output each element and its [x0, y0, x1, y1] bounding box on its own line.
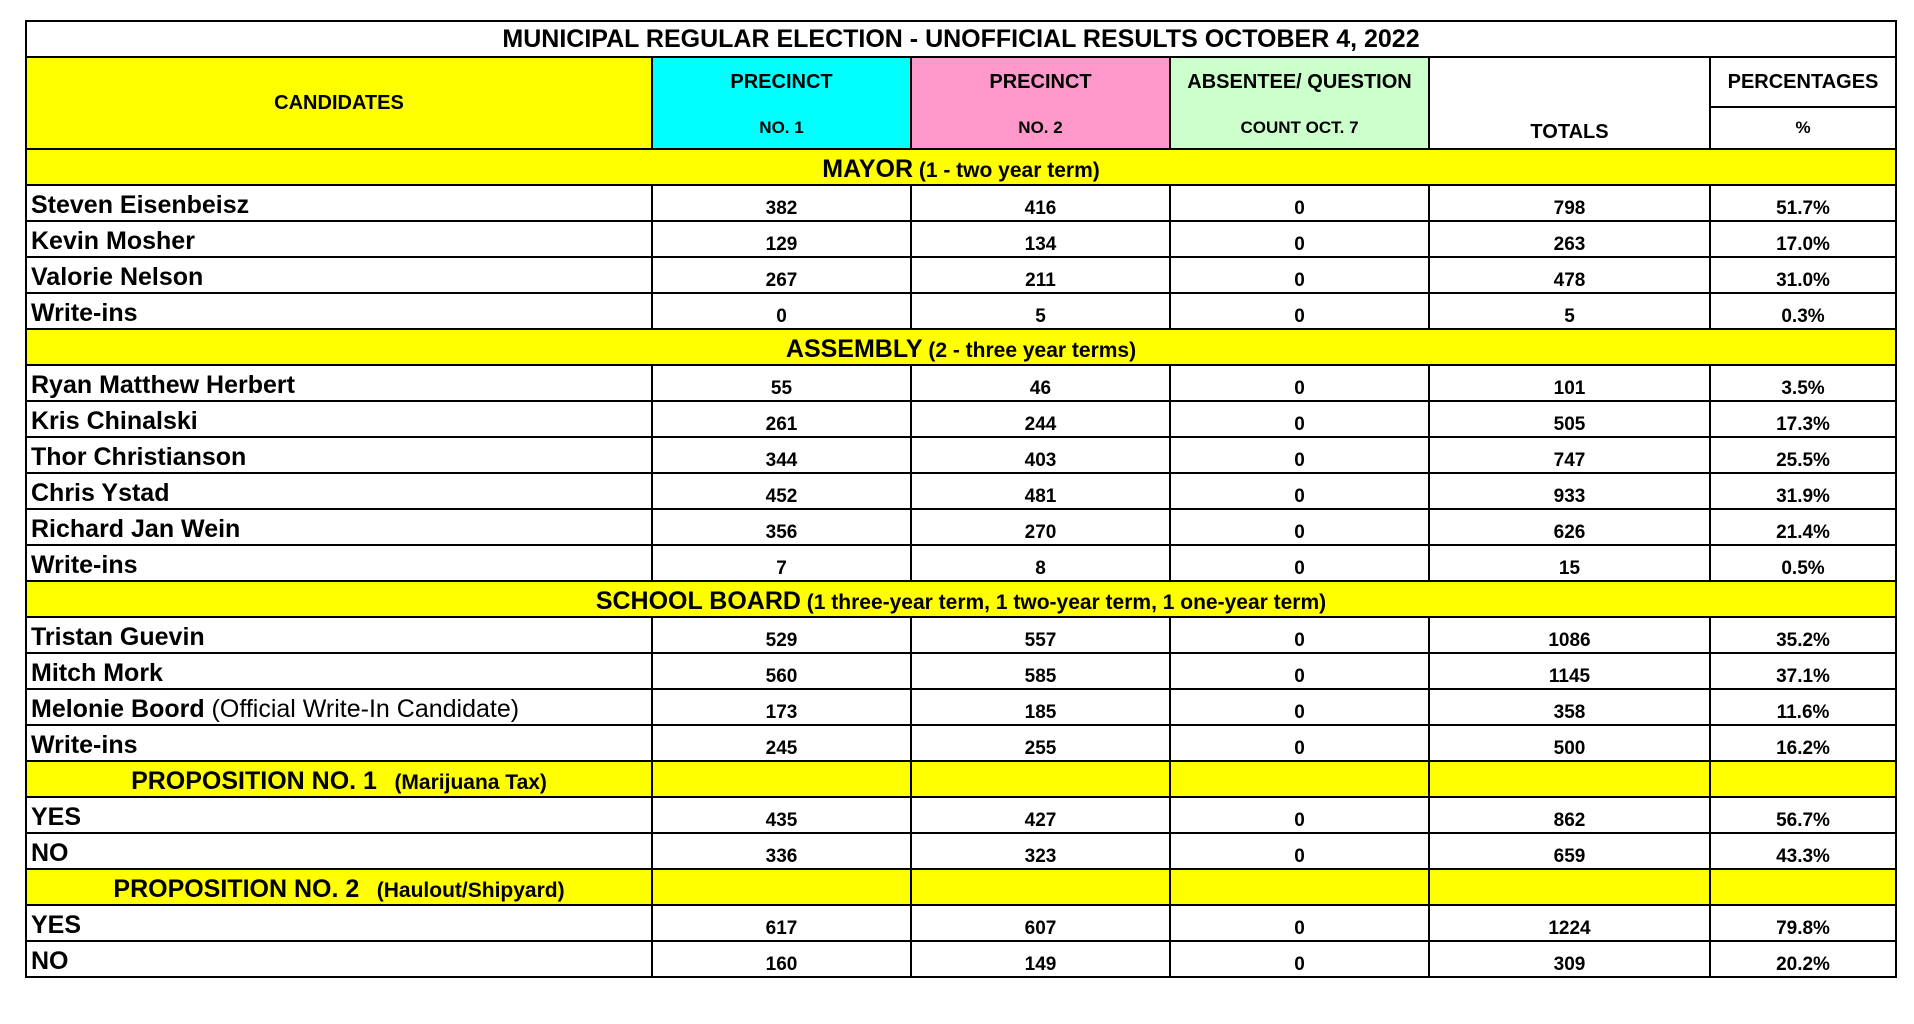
vote-percentage: 31.9%	[1710, 473, 1896, 509]
section-subtitle: (Marijuana Tax)	[376, 771, 547, 794]
precinct2-votes: 585	[911, 653, 1170, 689]
absentee-votes: 0	[1170, 257, 1429, 293]
totals-header: TOTALS	[1429, 57, 1710, 149]
candidate-name: Ryan Matthew Herbert	[31, 371, 295, 399]
precinct1-votes: 452	[652, 473, 911, 509]
vote-percentage: 51.7%	[1710, 185, 1896, 221]
title-row	[26, 21, 1896, 57]
vote-percentage: 20.2%	[1710, 941, 1896, 977]
section-title: PROPOSITION NO. 2	[113, 875, 360, 903]
section-empty-cell	[1170, 761, 1429, 797]
section-subtitle: (Haulout/Shipyard)	[359, 879, 565, 902]
total-votes: 309	[1429, 941, 1710, 977]
table-row	[26, 257, 1896, 293]
precinct1-header: PRECINCT	[652, 57, 911, 107]
candidate-cell	[26, 401, 652, 437]
vote-percentage: 0.5%	[1710, 545, 1896, 581]
table-row	[26, 293, 1896, 329]
candidate-name: NO	[31, 839, 69, 867]
section-subtitle: (1 - two year term)	[913, 159, 1100, 182]
vote-percentage: 25.5%	[1710, 437, 1896, 473]
candidate-name: Write-ins	[31, 731, 138, 759]
absentee-votes: 0	[1170, 401, 1429, 437]
absentee-votes: 0	[1170, 185, 1429, 221]
candidate-cell	[26, 437, 652, 473]
section-title: ASSEMBLY	[785, 335, 923, 363]
percentages-subheader: %	[1710, 107, 1896, 149]
absentee-votes: 0	[1170, 653, 1429, 689]
vote-percentage: 35.2%	[1710, 617, 1896, 653]
table-row	[26, 473, 1896, 509]
precinct1-votes: 129	[652, 221, 911, 257]
table-row	[26, 365, 1896, 401]
total-votes: 358	[1429, 689, 1710, 725]
precinct2-votes: 427	[911, 797, 1170, 833]
absentee-votes: 0	[1170, 833, 1429, 869]
vote-percentage: 16.2%	[1710, 725, 1896, 761]
section-header	[26, 581, 1896, 617]
section-empty-cell	[1429, 869, 1710, 905]
total-votes: 933	[1429, 473, 1710, 509]
precinct2-votes: 416	[911, 185, 1170, 221]
candidate-cell	[26, 689, 652, 725]
total-votes: 5	[1429, 293, 1710, 329]
precinct2-header: PRECINCT	[911, 57, 1170, 107]
total-votes: 862	[1429, 797, 1710, 833]
candidate-cell	[26, 545, 652, 581]
precinct2-votes: 607	[911, 905, 1170, 941]
precinct1-votes: 173	[652, 689, 911, 725]
precinct1-votes: 435	[652, 797, 911, 833]
section-header-row	[26, 581, 1896, 617]
section-header-row	[26, 761, 1896, 797]
absentee-votes: 0	[1170, 905, 1429, 941]
candidate-cell	[26, 257, 652, 293]
precinct2-votes: 185	[911, 689, 1170, 725]
vote-percentage: 0.3%	[1710, 293, 1896, 329]
candidate-cell	[26, 905, 652, 941]
precinct2-votes: 134	[911, 221, 1170, 257]
candidate-name: Steven Eisenbeisz	[31, 191, 250, 219]
vote-percentage: 79.8%	[1710, 905, 1896, 941]
section-empty-cell	[1429, 761, 1710, 797]
candidate-cell	[26, 797, 652, 833]
absentee-votes: 0	[1170, 941, 1429, 977]
absentee-votes: 0	[1170, 725, 1429, 761]
precinct2-subheader: NO. 2	[911, 107, 1170, 149]
candidate-name: YES	[31, 803, 82, 831]
table-row	[26, 545, 1896, 581]
candidate-cell	[26, 221, 652, 257]
candidate-name: Mitch Mork	[31, 659, 163, 687]
total-votes: 101	[1429, 365, 1710, 401]
precinct2-votes: 8	[911, 545, 1170, 581]
table-row	[26, 689, 1896, 725]
candidate-cell	[26, 509, 652, 545]
candidate-name: Thor Christianson	[31, 443, 247, 471]
precinct1-votes: 617	[652, 905, 911, 941]
section-header-row	[26, 869, 1896, 905]
precinct2-votes: 211	[911, 257, 1170, 293]
precinct1-votes: 356	[652, 509, 911, 545]
total-votes: 1086	[1429, 617, 1710, 653]
page-title: MUNICIPAL REGULAR ELECTION - UNOFFICIAL RESULTS OCTOBER 4, 2022	[26, 21, 1896, 57]
table-row	[26, 509, 1896, 545]
precinct1-votes: 529	[652, 617, 911, 653]
precinct2-votes: 323	[911, 833, 1170, 869]
vote-percentage: 17.3%	[1710, 401, 1896, 437]
election-results-table	[25, 20, 1897, 978]
table-row	[26, 221, 1896, 257]
candidate-name: Kris Chinalski	[31, 407, 198, 435]
table-row	[26, 437, 1896, 473]
absentee-votes: 0	[1170, 221, 1429, 257]
header-row-top	[26, 57, 1896, 107]
vote-percentage: 11.6%	[1710, 689, 1896, 725]
precinct2-votes: 46	[911, 365, 1170, 401]
table-row	[26, 833, 1896, 869]
section-empty-cell	[652, 761, 911, 797]
total-votes: 626	[1429, 509, 1710, 545]
absentee-header: ABSENTEE/ QUESTION	[1170, 57, 1429, 107]
precinct1-votes: 7	[652, 545, 911, 581]
precinct1-votes: 245	[652, 725, 911, 761]
vote-percentage: 17.0%	[1710, 221, 1896, 257]
precinct1-votes: 344	[652, 437, 911, 473]
candidate-name: Melonie Boord	[31, 695, 205, 723]
absentee-votes: 0	[1170, 473, 1429, 509]
vote-percentage: 56.7%	[1710, 797, 1896, 833]
precinct2-votes: 244	[911, 401, 1170, 437]
absentee-votes: 0	[1170, 617, 1429, 653]
candidate-cell	[26, 473, 652, 509]
absentee-votes: 0	[1170, 365, 1429, 401]
absentee-votes: 0	[1170, 293, 1429, 329]
section-header	[26, 869, 652, 905]
section-subtitle: (1 three-year term, 1 two-year term, 1 one-year term)	[800, 591, 1327, 614]
precinct2-votes: 270	[911, 509, 1170, 545]
candidate-name: Write-ins	[31, 299, 138, 327]
precinct1-votes: 0	[652, 293, 911, 329]
vote-percentage: 3.5%	[1710, 365, 1896, 401]
precinct1-votes: 560	[652, 653, 911, 689]
section-empty-cell	[911, 869, 1170, 905]
section-empty-cell	[911, 761, 1170, 797]
total-votes: 263	[1429, 221, 1710, 257]
section-empty-cell	[1710, 869, 1896, 905]
precinct1-votes: 382	[652, 185, 911, 221]
total-votes: 15	[1429, 545, 1710, 581]
precinct2-votes: 149	[911, 941, 1170, 977]
total-votes: 478	[1429, 257, 1710, 293]
table-row	[26, 941, 1896, 977]
total-votes: 747	[1429, 437, 1710, 473]
section-title: MAYOR	[822, 155, 914, 183]
vote-percentage: 31.0%	[1710, 257, 1896, 293]
absentee-votes: 0	[1170, 545, 1429, 581]
percentages-header: PERCENTAGES	[1710, 57, 1896, 107]
section-header-row	[26, 329, 1896, 365]
absentee-votes: 0	[1170, 437, 1429, 473]
section-subtitle: (2 - three year terms)	[922, 339, 1137, 362]
section-empty-cell	[1710, 761, 1896, 797]
candidate-name: NO	[31, 947, 69, 975]
table-row	[26, 185, 1896, 221]
absentee-votes: 0	[1170, 797, 1429, 833]
precinct1-votes: 261	[652, 401, 911, 437]
precinct2-votes: 557	[911, 617, 1170, 653]
section-title: PROPOSITION NO. 1	[131, 767, 377, 795]
candidate-name: Write-ins	[31, 551, 138, 579]
precinct1-votes: 160	[652, 941, 911, 977]
candidates-header: CANDIDATES	[26, 57, 652, 149]
precinct2-votes: 255	[911, 725, 1170, 761]
candidate-note: (Official Write-In Candidate)	[204, 695, 520, 723]
table-row	[26, 617, 1896, 653]
candidate-name: Valorie Nelson	[31, 263, 204, 291]
section-header	[26, 149, 1896, 185]
section-title: SCHOOL BOARD	[595, 587, 801, 615]
candidate-cell	[26, 833, 652, 869]
precinct2-votes: 403	[911, 437, 1170, 473]
candidate-cell	[26, 725, 652, 761]
precinct1-subheader: NO. 1	[652, 107, 911, 149]
candidate-name: Richard Jan Wein	[31, 515, 241, 543]
absentee-votes: 0	[1170, 509, 1429, 545]
vote-percentage: 37.1%	[1710, 653, 1896, 689]
table-row	[26, 401, 1896, 437]
section-empty-cell	[1170, 869, 1429, 905]
candidate-name: YES	[31, 911, 82, 939]
total-votes: 505	[1429, 401, 1710, 437]
total-votes: 500	[1429, 725, 1710, 761]
section-header	[26, 761, 652, 797]
absentee-subheader: COUNT OCT. 7	[1170, 107, 1429, 149]
candidate-cell	[26, 941, 652, 977]
candidate-name: Kevin Mosher	[31, 227, 195, 255]
total-votes: 1224	[1429, 905, 1710, 941]
precinct2-votes: 5	[911, 293, 1170, 329]
candidate-cell	[26, 653, 652, 689]
section-header	[26, 329, 1896, 365]
total-votes: 798	[1429, 185, 1710, 221]
vote-percentage: 43.3%	[1710, 833, 1896, 869]
candidate-cell	[26, 293, 652, 329]
table-row	[26, 797, 1896, 833]
table-row	[26, 905, 1896, 941]
candidate-cell	[26, 617, 652, 653]
precinct1-votes: 336	[652, 833, 911, 869]
vote-percentage: 21.4%	[1710, 509, 1896, 545]
candidate-name: Tristan Guevin	[31, 623, 205, 651]
section-header-row	[26, 149, 1896, 185]
absentee-votes: 0	[1170, 689, 1429, 725]
precinct1-votes: 267	[652, 257, 911, 293]
candidate-cell	[26, 185, 652, 221]
candidate-name: Chris Ystad	[31, 479, 170, 507]
total-votes: 659	[1429, 833, 1710, 869]
precinct1-votes: 55	[652, 365, 911, 401]
section-empty-cell	[652, 869, 911, 905]
candidate-cell	[26, 365, 652, 401]
table-row	[26, 653, 1896, 689]
total-votes: 1145	[1429, 653, 1710, 689]
precinct2-votes: 481	[911, 473, 1170, 509]
table-row	[26, 725, 1896, 761]
